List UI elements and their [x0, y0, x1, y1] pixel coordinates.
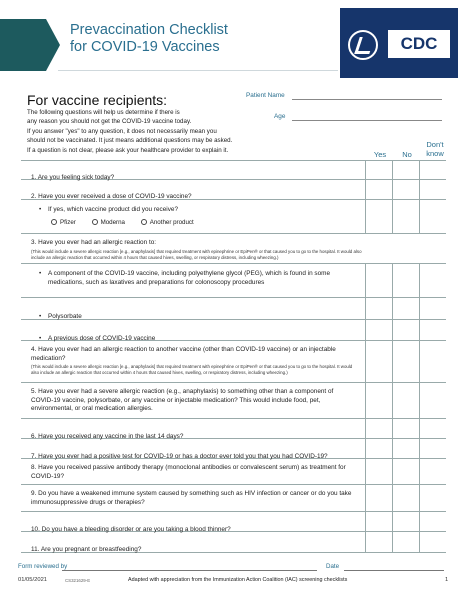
question-3a: A component of the COVID-19 vaccine, including polyethylene glycol (PEG), which is found in some medications, such as laxatives and preparations for colonoscopy procedures	[48, 270, 331, 286]
answer-no-5[interactable]	[392, 383, 419, 418]
option-pfizer[interactable]: Pfizer	[51, 219, 76, 226]
option-moderna[interactable]: Moderna	[92, 219, 125, 226]
header-accent	[0, 19, 46, 71]
option-another-product[interactable]: Another product	[141, 219, 194, 226]
question-row-10	[21, 512, 446, 532]
question-2: 2. Have you ever received a dose of COVID-19 vaccine?	[31, 193, 192, 200]
question-row-1	[21, 161, 446, 180]
answer-dontknow-7[interactable]	[419, 439, 446, 458]
bullet-icon: •	[39, 270, 42, 277]
answer-yes-4[interactable]	[365, 341, 392, 382]
answer-no-1[interactable]	[392, 161, 419, 179]
question-3: 3. Have you ever had an allergic reaction to:	[31, 239, 157, 246]
recipients-title: For vaccine recipients:	[27, 92, 168, 108]
age-field[interactable]	[292, 120, 442, 121]
answer-yes-5[interactable]	[365, 383, 392, 418]
answer-yes-11[interactable]	[365, 532, 392, 552]
answer-dontknow-10[interactable]	[419, 512, 446, 531]
question-8: 8. Have you received passive antibody therapy (monoclonal antibodies or convalescent serum) as treatment for COVID-19?	[31, 464, 346, 480]
answer-yes-3a[interactable]	[365, 264, 392, 297]
answer-no-3b[interactable]	[392, 298, 419, 319]
question-10: 10. Do you have a bleeding disorder or are you taking a blood thinner?	[31, 526, 231, 533]
col-dont-know-header: Don't know	[426, 140, 444, 158]
question-row-7	[21, 439, 446, 459]
acknowledgement: Adapted with appreciation from the Immunization Action Coalition (IAC) screening checklists	[128, 577, 348, 583]
question-row-4	[21, 341, 446, 383]
date-label: Date	[326, 563, 340, 570]
answer-no-8[interactable]	[392, 459, 419, 484]
question-1: 1. Are you feeling sick today?	[31, 174, 115, 181]
answer-dontknow-1[interactable]	[419, 161, 446, 179]
recipients-intro: The following questions will help us determine if there is any reason you should not get the COVID-19 vaccine today. If you answer "yes" to any question, it does not necessarily mean you should not be vaccinated. It just means additional questions may be asked. If a question is not clear, please ask your healthcare provider to explain it.	[27, 109, 233, 154]
question-4: 4. Have you ever had an allergic reaction to another vaccine (other than COVID-19 vaccine) or an injectable medication?	[31, 346, 336, 362]
answer-dontknow-2a[interactable]	[419, 200, 446, 233]
question-2a: If yes, which vaccine product did you receive?	[48, 206, 179, 213]
age-label: Age	[274, 113, 286, 120]
question-9: 9. Do you have a weakened immune system caused by something such as HIV infection or cancer or do you take immunosuppressive drugs or therapies?	[31, 490, 352, 506]
answer-yes-7[interactable]	[365, 439, 392, 458]
vaccine-product-options	[39, 219, 365, 226]
answer-dontknow-3b[interactable]	[419, 298, 446, 319]
question-row-3b	[21, 298, 446, 320]
answer-no-7[interactable]	[392, 439, 419, 458]
answer-yes-1[interactable]	[365, 161, 392, 179]
question-7: 7. Have you ever had a positive test for COVID-19 or has a doctor ever told you that you had COVID-19?	[31, 453, 328, 460]
bullet-icon: •	[39, 313, 42, 320]
answer-no-3c[interactable]	[392, 320, 419, 340]
radio-icon[interactable]	[51, 219, 57, 225]
question-4-note: (This would include a severe allergic reaction [e.g., anaphylaxis] that required treatment with epinephrine or EpiPen® or that caused you to go to the hospital. It would also include an allergic reaction that occurred within 4 hours that caused hives, swelling, or respiratory distress, including wheezing.)	[31, 364, 353, 376]
radio-icon[interactable]	[92, 219, 98, 225]
col-no-header: No	[402, 150, 412, 159]
hhs-eagle-icon	[348, 30, 378, 60]
radio-icon[interactable]	[141, 219, 147, 225]
answer-yes-8[interactable]	[365, 459, 392, 484]
answer-no-11[interactable]	[392, 532, 419, 552]
date-field[interactable]	[344, 570, 444, 571]
question-row-3a	[21, 264, 446, 298]
question-6: 6. Have you received any vaccine in the last 14 days?	[31, 433, 184, 440]
cdc-logo-text: CDC	[388, 30, 450, 58]
answer-dontknow-4[interactable]	[419, 341, 446, 382]
question-row-2	[21, 180, 446, 200]
page-title: Prevaccination Checklist for COVID-19 Vaccines	[70, 22, 228, 55]
answer-no-9[interactable]	[392, 485, 419, 511]
answer-dontknow-6[interactable]	[419, 419, 446, 438]
answer-yes-2[interactable]	[365, 180, 392, 199]
form-reviewed-label: Form reviewed by	[18, 563, 68, 570]
answer-yes-2a[interactable]	[365, 200, 392, 233]
question-row-5	[21, 383, 446, 419]
answer-dontknow-3c[interactable]	[419, 320, 446, 340]
question-3b: Polysorbate	[48, 313, 82, 320]
answer-yes-9[interactable]	[365, 485, 392, 511]
question-5: 5. Have you ever had a severe allergic reaction (e.g., anaphylaxis) to something other than a component of COVID-19 vaccine, polysorbate, or any vaccine or injectable medication? This would include food, pet, environmental, or oral medication allergies.	[31, 388, 334, 413]
question-11: 11. Are you pregnant or breastfeeding?	[31, 546, 142, 553]
answer-no-2a[interactable]	[392, 200, 419, 233]
page-number: 1	[445, 577, 449, 583]
cdc-logo	[340, 8, 458, 78]
question-row-8	[21, 459, 446, 485]
form-reviewed-field[interactable]	[62, 570, 317, 571]
col-yes-header: Yes	[373, 150, 387, 159]
bullet-icon: •	[39, 206, 42, 213]
answer-no-10[interactable]	[392, 512, 419, 531]
question-row-3	[21, 234, 446, 264]
question-3c: A previous dose of COVID-19 vaccine	[48, 335, 156, 342]
checklist-table	[21, 160, 446, 553]
revision-date: 01/05/2021	[18, 577, 48, 583]
answer-dontknow-3a[interactable]	[419, 264, 446, 297]
document-code: CS321629-E	[65, 578, 91, 583]
answer-dontknow-11[interactable]	[419, 532, 446, 552]
answer-dontknow-2[interactable]	[419, 180, 446, 199]
answer-no-4[interactable]	[392, 341, 419, 382]
question-row-11	[21, 532, 446, 553]
answer-dontknow-5[interactable]	[419, 383, 446, 418]
question-row-6	[21, 419, 446, 439]
answer-no-6[interactable]	[392, 419, 419, 438]
question-3-note: (This would include a severe allergic reaction [e.g., anaphylaxis] that required treatment with epinephrine or EpiPen® or that caused you to go to the hospital. It would also include an allergic reaction that occurred within 4 hours that caused hives, swelling, or respiratory distress, including wheezing.)	[31, 248, 362, 260]
answer-no-2[interactable]	[392, 180, 419, 199]
answer-dontknow-8[interactable]	[419, 459, 446, 484]
answer-yes-10[interactable]	[365, 512, 392, 531]
answer-yes-3c[interactable]	[365, 320, 392, 340]
answer-yes-3b[interactable]	[365, 298, 392, 319]
question-row-3c	[21, 320, 446, 341]
answer-dontknow-9[interactable]	[419, 485, 446, 511]
question-row-2a	[21, 200, 446, 234]
patient-name-field[interactable]	[292, 99, 442, 100]
patient-name-label: Patient Name	[246, 92, 285, 99]
question-row-9	[21, 485, 446, 512]
bullet-icon: •	[39, 335, 42, 342]
answer-no-3a[interactable]	[392, 264, 419, 297]
answer-yes-6[interactable]	[365, 419, 392, 438]
header-rule	[58, 70, 338, 71]
